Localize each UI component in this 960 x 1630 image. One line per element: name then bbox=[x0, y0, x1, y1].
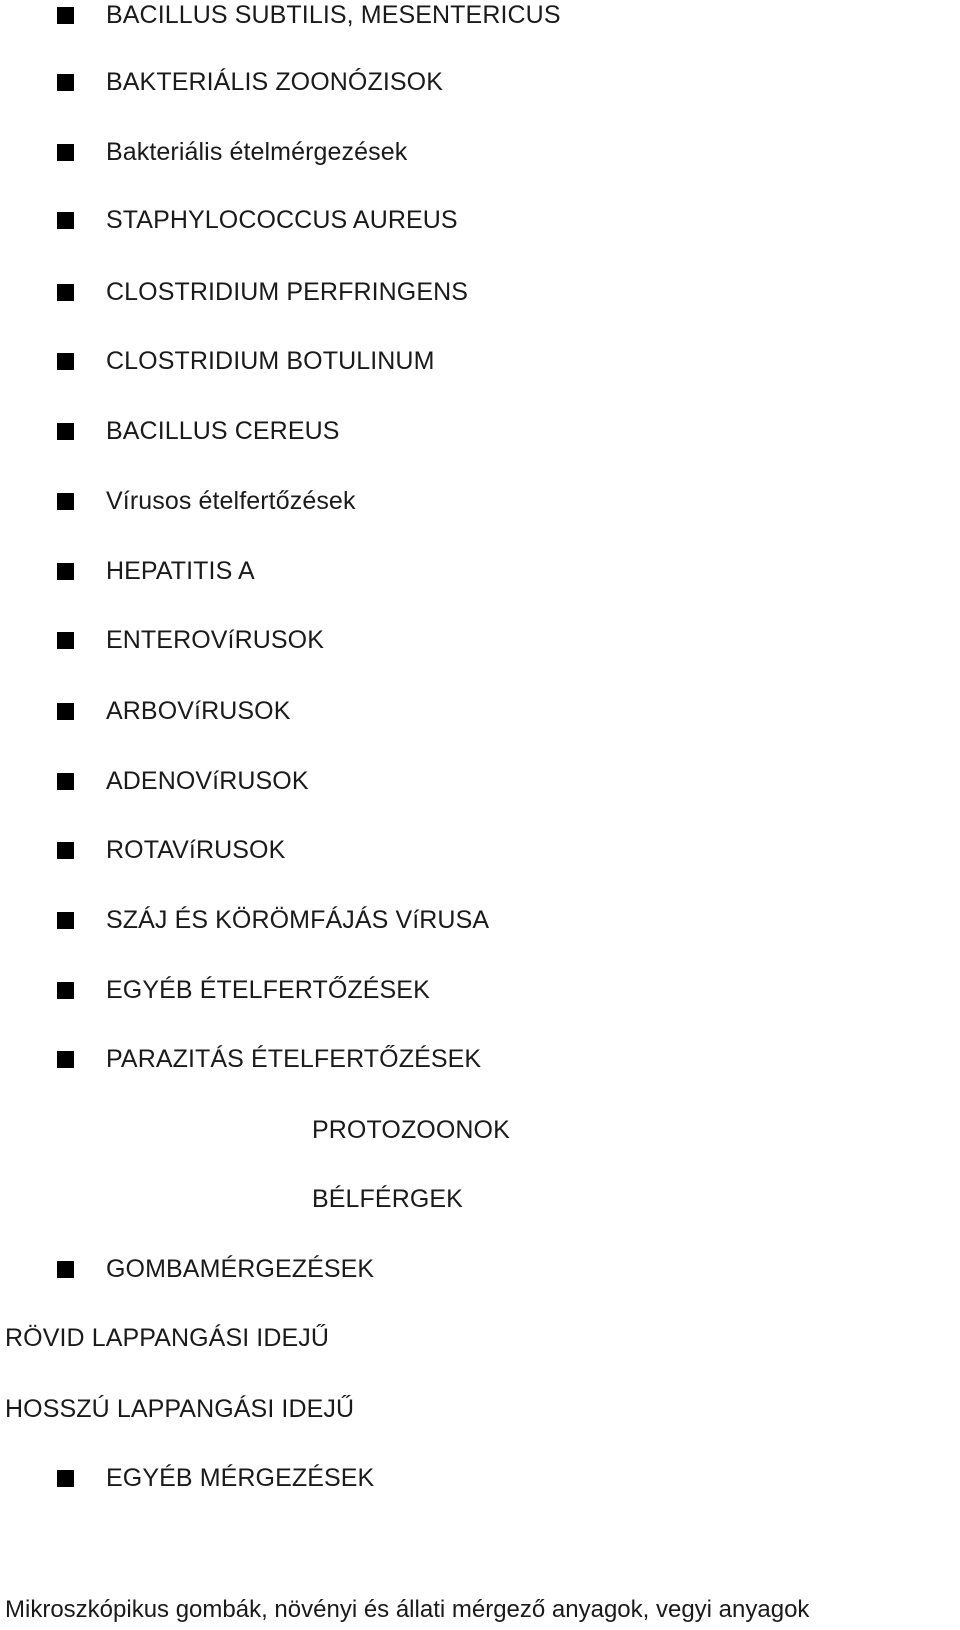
sub-item-label: BÉLFÉRGEK bbox=[312, 1184, 463, 1213]
list-item-label: SZÁJ ÉS KÖRÖMFÁJÁS VíRUSA bbox=[106, 905, 490, 934]
square-bullet-icon bbox=[57, 1470, 74, 1487]
list-item-label: BAKTERIÁLIS ZOONÓZISOK bbox=[106, 67, 443, 96]
square-bullet-icon bbox=[57, 212, 74, 229]
square-bullet-icon bbox=[57, 842, 74, 859]
square-bullet-icon bbox=[57, 703, 74, 720]
square-bullet-icon bbox=[57, 982, 74, 999]
plain-text: HOSSZÚ LAPPANGÁSI IDEJŰ bbox=[5, 1394, 355, 1423]
list-item-label: BACILLUS SUBTILIS, MESENTERICUS bbox=[106, 0, 561, 29]
square-bullet-icon bbox=[57, 632, 74, 649]
list-item-label: EGYÉB ÉTELFERTŐZÉSEK bbox=[106, 975, 430, 1004]
square-bullet-icon bbox=[57, 563, 74, 580]
list-item-label: BACILLUS CEREUS bbox=[106, 416, 340, 445]
list-item-label: ROTAVíRUSOK bbox=[106, 835, 286, 864]
list-item-label: ARBOVíRUSOK bbox=[106, 696, 291, 725]
list-item-label: CLOSTRIDIUM BOTULINUM bbox=[106, 346, 435, 375]
list-item-label: CLOSTRIDIUM PERFRINGENS bbox=[106, 277, 469, 306]
list-item-label: EGYÉB MÉRGEZÉSEK bbox=[106, 1463, 375, 1492]
square-bullet-icon bbox=[57, 74, 74, 91]
square-bullet-icon bbox=[57, 144, 74, 161]
list-item-label: ADENOVíRUSOK bbox=[106, 766, 309, 795]
list-item-label: Vírusos ételfertőzések bbox=[106, 486, 356, 515]
list-item-label: HEPATITIS A bbox=[106, 556, 255, 585]
square-bullet-icon bbox=[57, 493, 74, 510]
list-item-label: Bakteriális ételmérgezések bbox=[106, 137, 408, 166]
square-bullet-icon bbox=[57, 284, 74, 301]
square-bullet-icon bbox=[57, 773, 74, 790]
square-bullet-icon bbox=[57, 912, 74, 929]
square-bullet-icon bbox=[57, 1051, 74, 1068]
square-bullet-icon bbox=[57, 1261, 74, 1278]
square-bullet-icon bbox=[57, 7, 74, 24]
list-item-label: PARAZITÁS ÉTELFERTŐZÉSEK bbox=[106, 1044, 482, 1073]
list-item-label: STAPHYLOCOCCUS AUREUS bbox=[106, 205, 458, 234]
plain-text: RÖVID LAPPANGÁSI IDEJŰ bbox=[5, 1323, 330, 1352]
square-bullet-icon bbox=[57, 423, 74, 440]
plain-text: Mikroszkópikus gombák, növényi és állati mérgező anyagok, vegyi anyagok bbox=[5, 1596, 810, 1623]
list-item-label: ENTEROVíRUSOK bbox=[106, 625, 324, 654]
list-item-label: GOMBAMÉRGEZÉSEK bbox=[106, 1254, 375, 1283]
sub-item-label: PROTOZOONOK bbox=[312, 1115, 510, 1144]
square-bullet-icon bbox=[57, 353, 74, 370]
